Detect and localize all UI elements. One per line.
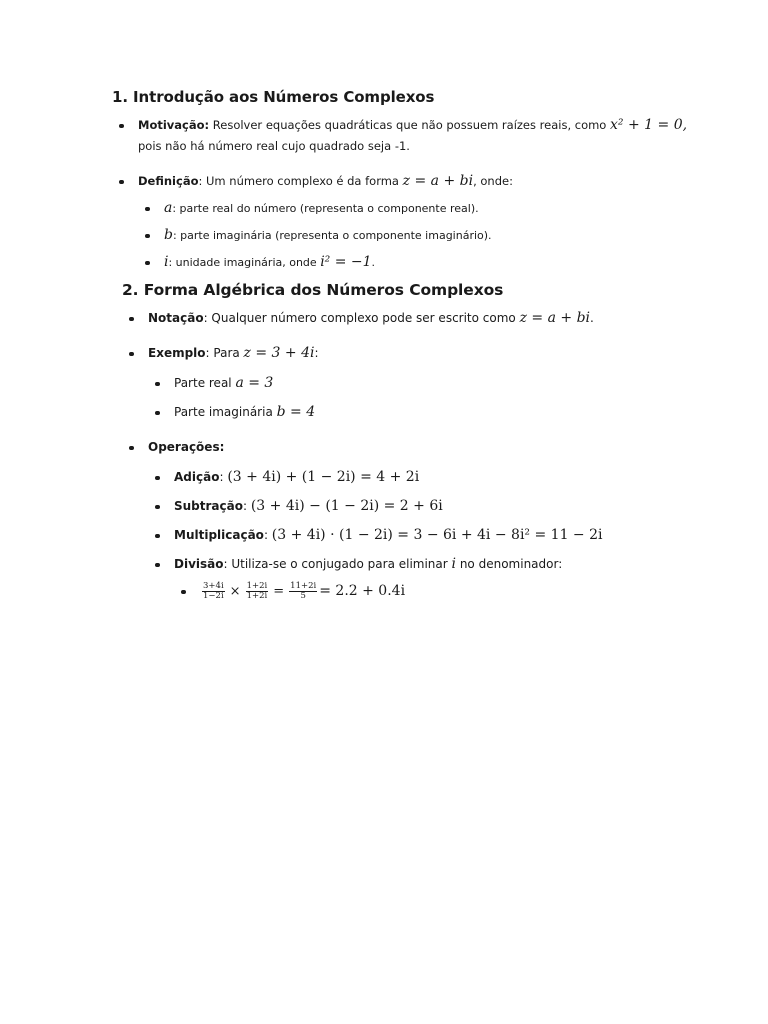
list-item-definicao (112, 171, 712, 273)
item-text: : (263, 528, 272, 542)
section-title: 2. Forma Algébrica dos Números Complexos (122, 281, 504, 299)
item-text-end: . (371, 256, 376, 269)
sub-list (138, 198, 712, 273)
math-symbol: i (164, 254, 169, 270)
list-item-notacao (122, 308, 722, 329)
math-expression: i² = −1 (320, 254, 372, 270)
item-text: : (242, 499, 251, 513)
list-item-exemplo (122, 343, 722, 423)
item-text: Parte real (174, 376, 236, 390)
item-label: Motivação: (138, 118, 210, 132)
fraction (246, 582, 269, 601)
list-item-multiplicacao (148, 525, 722, 546)
item-text: : unidade imaginária, onde (168, 256, 321, 269)
list-item (148, 373, 722, 394)
item-text: : Qualquer número complexo pode ser escrito como (203, 311, 520, 325)
math-expression: a = 3 (235, 375, 274, 391)
item-label: Definição (138, 174, 199, 188)
item-text: Resolver equações quadráticas que não possuem raízes reais, como (209, 118, 611, 132)
item-label: Notação (148, 311, 204, 325)
times-operator: × (229, 584, 241, 599)
item-text: : Para (205, 346, 244, 360)
list-item (138, 225, 712, 246)
math-expression: z = 3 + 4i (243, 345, 315, 361)
bullet-list (122, 308, 722, 602)
math-symbol: a (164, 200, 173, 216)
list-item-subtracao (148, 496, 722, 517)
item-text: Parte imaginária (174, 405, 277, 419)
math-expression: b = 4 (276, 404, 316, 420)
fraction (202, 582, 225, 601)
math-expression: (3 + 4i) · (1 − 2i) = 3 − 6i + 4i − 8i² = 11 − 2i (271, 527, 603, 543)
item-text: : parte real do número (representa o componente real). (172, 202, 479, 215)
sub-sub-list (174, 581, 722, 602)
numerator: 3+4i (203, 581, 224, 591)
sub-list (148, 373, 722, 423)
math-result: = 2.2 + 0.4i (319, 583, 406, 599)
item-text-end: . (590, 311, 594, 325)
list-item (148, 402, 722, 423)
list-item (138, 198, 712, 219)
item-text-continued: pois não há número real cujo quadrado seja -1. (138, 139, 410, 153)
list-item-divisao (148, 554, 722, 602)
list-item-operacoes (122, 437, 722, 602)
denominator: 1−2i (203, 591, 224, 601)
math-symbol: b (164, 227, 173, 243)
list-item-motivacao (112, 115, 712, 157)
item-label: Adição (174, 470, 220, 484)
list-item (138, 252, 712, 273)
item-label: Subtração (174, 499, 243, 513)
item-label: Multiplicação (174, 528, 264, 542)
math-expression: z = a + bi (402, 173, 474, 189)
fraction (289, 582, 317, 601)
item-text-end: no denominador: (456, 557, 563, 571)
item-text-end: : (314, 346, 319, 360)
item-text-continued: , onde: (473, 174, 513, 188)
denominator: 1+2i (246, 591, 268, 601)
item-label: Divisão (174, 557, 224, 571)
item-label: Exemplo (148, 346, 206, 360)
math-expression: (3 + 4i) − (1 − 2i) = 2 + 6i (250, 498, 443, 514)
math-expression: (3 + 4i) + (1 − 2i) = 4 + 2i (227, 469, 420, 485)
item-label: Operações: (148, 440, 225, 454)
section-forma-algebrica (122, 281, 722, 616)
section-title: 1. Introdução aos Números Complexos (112, 88, 435, 106)
item-text: : Utiliza-se o conjugado para eliminar (223, 557, 452, 571)
item-text: : (219, 470, 228, 484)
math-expression: x² + 1 = 0, (610, 117, 688, 133)
numerator: 1+2i (246, 581, 268, 591)
item-text: : Um número complexo é da forma (198, 174, 403, 188)
sub-list (148, 467, 722, 602)
section-introducao (112, 88, 712, 287)
item-text: : parte imaginária (representa o componente imaginário). (172, 229, 492, 242)
bullet-list (112, 115, 712, 273)
list-item-division-formula (174, 581, 722, 602)
math-expression: z = a + bi (519, 310, 591, 326)
equals-operator: = (273, 584, 285, 599)
denominator: 5 (300, 591, 306, 601)
numerator: 11+2i (290, 581, 317, 591)
list-item-adicao (148, 467, 722, 488)
math-symbol: i (451, 556, 457, 572)
